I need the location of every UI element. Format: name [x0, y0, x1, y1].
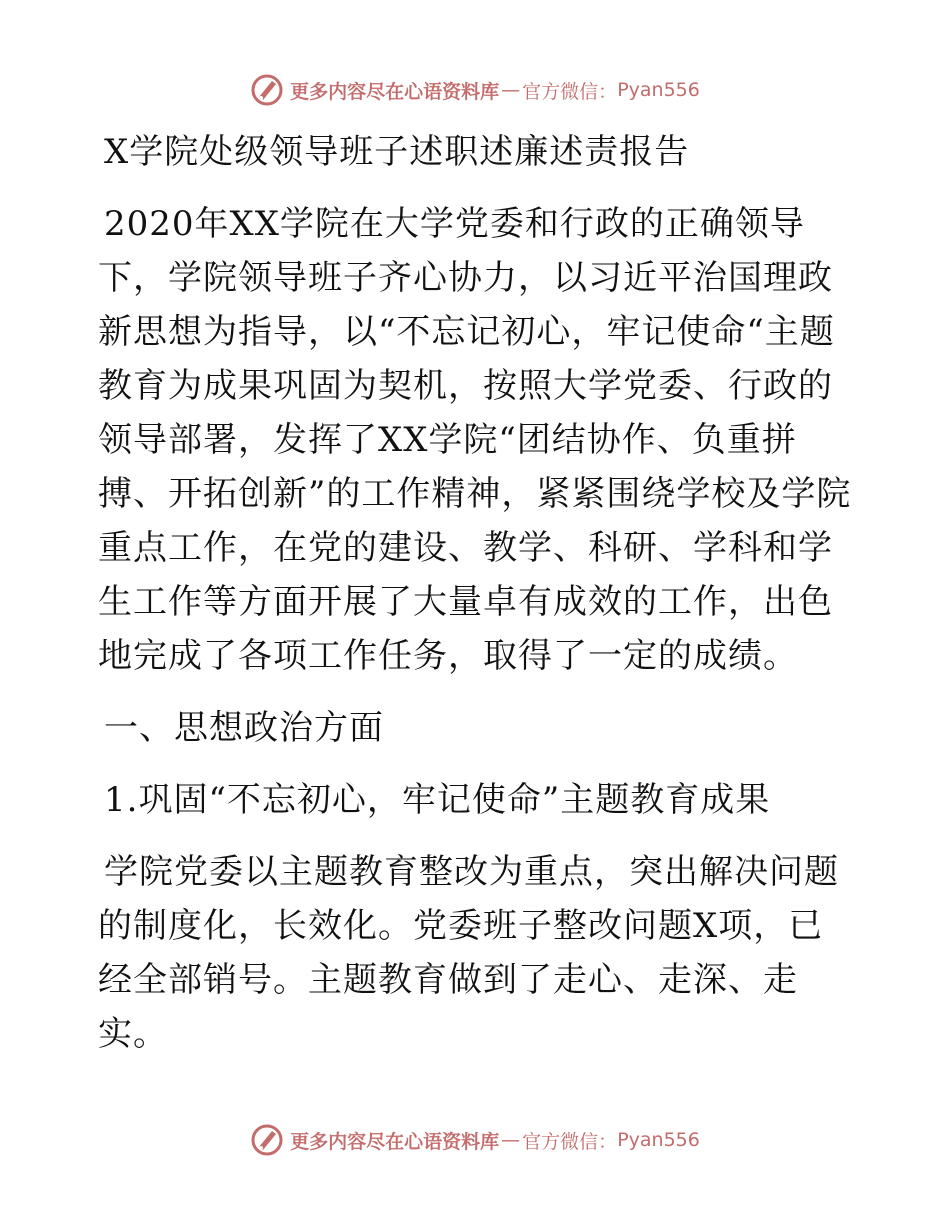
watermark-banner-top: [0, 70, 950, 110]
watermark-separator: —: [501, 79, 521, 101]
paragraph-intro: 2020年XX学院在大学党委和行政的正确领导下，学院领导班子齐心协力，以习近平治国理政新思想为指导，以“不忘记初心，牢记使命“主题教育为成果巩固为契机，按照大学党委、行政的领导部署，发挥了XX学院“团结协作、负重拼搏、开拓创新”的工作精神，紧紧围绕学校及学院重点工作，在党的建设、教学、科研、学科和学生工作等方面开展了大量卓有成效的工作，出色地完成了各项工作任务，取得了一定的成绩。: [98, 204, 852, 676]
watermark-text: 更多内容尽在心语资料库: [290, 1130, 500, 1153]
subsection-heading: 1.巩固“不忘初心，牢记使命”主题教育成果: [104, 780, 771, 820]
watermark-separator: —: [501, 1129, 521, 1151]
document-body: [98, 125, 858, 1079]
watermark-wechat-id: Pyan556: [617, 1129, 700, 1151]
section-heading: 一、思想政治方面: [104, 708, 384, 748]
watermark-wechat-label: 官方微信：: [522, 1130, 618, 1153]
pen-logo-icon: [250, 1123, 284, 1157]
watermark-wechat-id: Pyan556: [617, 79, 700, 101]
paragraph-body: 学院党委以主题教育整改为重点，突出解决问题的制度化，长效化。党委班子整改问题X项，已经全部销号。主题教育做到了走心、走深、走实。: [98, 852, 839, 1054]
watermark-wechat-label: 官方微信：: [522, 80, 618, 103]
watermark-text: 更多内容尽在心语资料库: [290, 80, 500, 103]
document-title: X学院处级领导班子述职述廉述责报告: [104, 132, 690, 172]
watermark-banner-bottom: [0, 1120, 950, 1160]
pen-logo-icon: [250, 73, 284, 107]
